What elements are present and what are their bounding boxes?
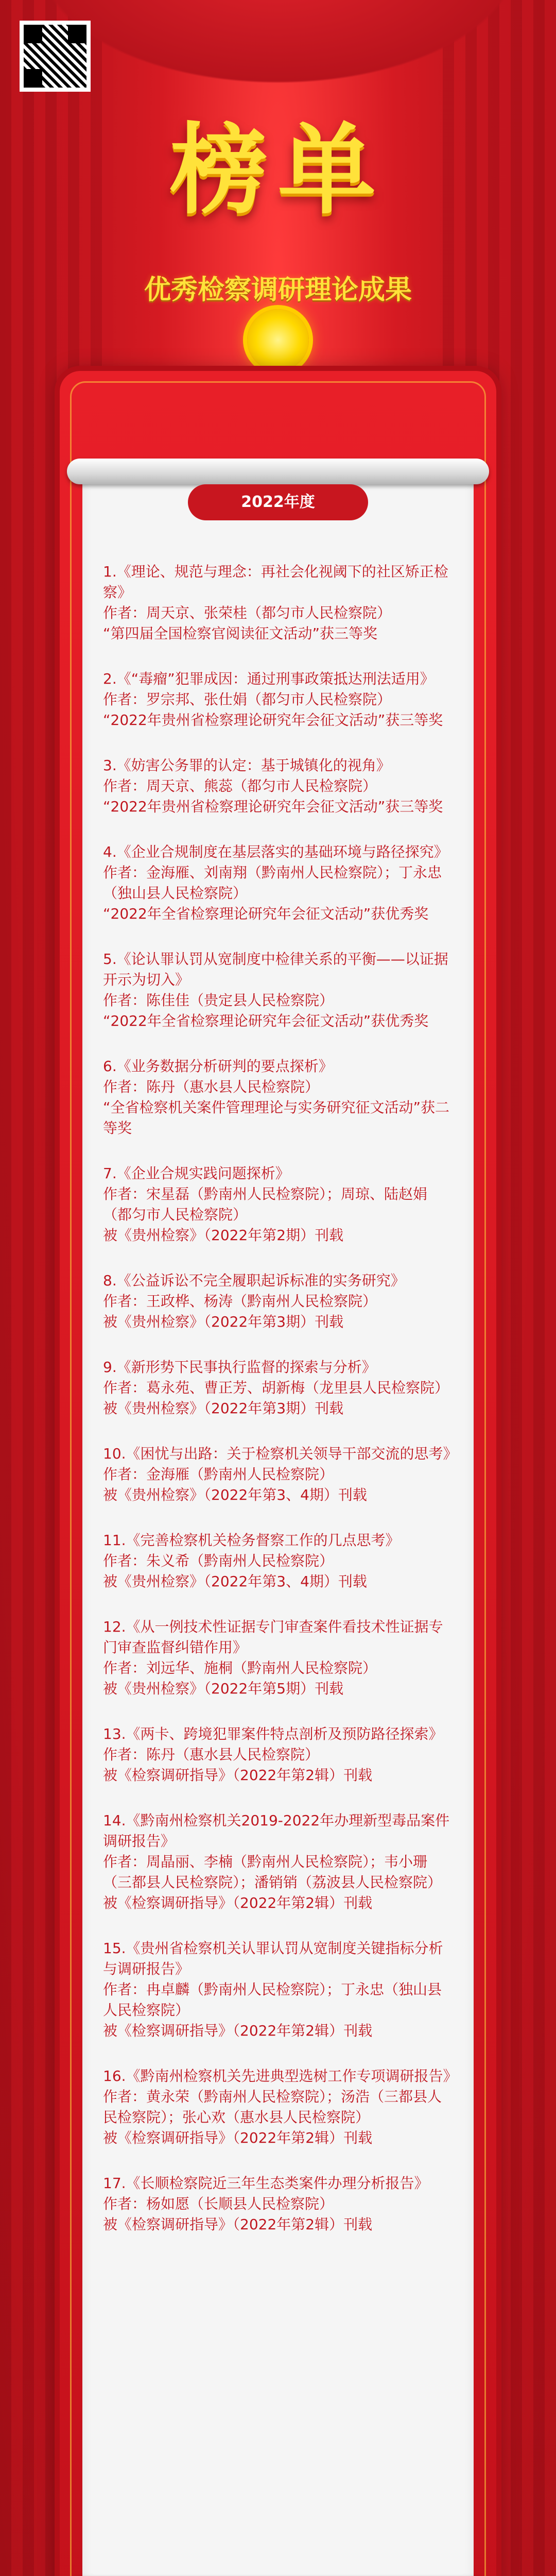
qr-pattern <box>24 25 86 88</box>
decorative-flowers <box>0 2566 556 2576</box>
page-subtitle: 优秀检察调研理论成果 <box>144 275 412 306</box>
entry-author: 作者：陈丹（惠水县人民检察院） <box>103 1746 320 1763</box>
entry-title: 8.《公益诉讼不完全履职起诉标准的实务研究》 <box>103 1272 405 1289</box>
entry-author: 作者：葛永苑、曹正芳、胡新梅（龙里县人民检察院） <box>103 1379 449 1396</box>
year-tab: 2022年度 <box>188 484 368 520</box>
entry-title: 16.《黔南州检察机关先进典型选树工作专项调研报告》 <box>103 2067 458 2084</box>
list-item <box>103 1357 453 1419</box>
list-item <box>103 1444 458 1505</box>
entry-author: 作者：陈丹（惠水县人民检察院） <box>103 1078 320 1095</box>
entry-title: 11.《完善检察机关检务督察工作的几点思考》 <box>103 1532 400 1549</box>
list-item <box>103 1724 453 1786</box>
entry-title: 9.《新形势下民事执行监督的探索与分析》 <box>103 1359 376 1376</box>
entry-author: 作者：冉卓麟（黔南州人民检察院）；丁永忠（独山县人民检察院） <box>103 1981 442 2019</box>
entry-author: 作者：黄永荣（黔南州人民检察院）；汤浩（三都县人民检察院）；张心欢（惠水县人民检察院） <box>103 2088 442 2126</box>
entry-author: 作者：周天京、张荣桂（都匀市人民检察院） <box>103 604 392 621</box>
entry-note: 被《检察调研指导》（2022年第2辑）刊载 <box>103 2129 373 2146</box>
entry-note: “第四届全国检察官阅读征文活动”获三等奖 <box>103 625 378 642</box>
list-item <box>103 755 453 817</box>
list-item <box>103 1270 453 1332</box>
list-item <box>103 2066 458 2148</box>
entry-title: 7.《企业合规实践问题探析》 <box>103 1165 290 1182</box>
entry-note: 被《贵州检察》（2022年第5期）刊载 <box>103 1680 344 1697</box>
list-item <box>103 2173 453 2235</box>
entry-note: 被《贵州检察》（2022年第3、4期）刊载 <box>103 1573 367 1590</box>
entry-title: 5.《论认罪认罚从宽制度中检律关系的平衡——以证据开示为切入》 <box>103 951 448 988</box>
entry-author: 作者：周天京、熊蕊（都匀市人民检察院） <box>103 777 377 794</box>
entry-author: 作者：陈佳佳（贵定县人民检察院） <box>103 992 334 1009</box>
entry-note: 被《检察调研指导》（2022年第2辑）刊载 <box>103 2022 373 2039</box>
entry-note: 被《检察调研指导》（2022年第2辑）刊载 <box>103 2216 373 2233</box>
entry-title: 3.《妨害公务罪的认定：基于城镇化的视角》 <box>103 757 391 774</box>
entry-title: 12.《从一例技术性证据专门审查案件看技术性证据专门审查监督纠错作用》 <box>103 1618 443 1656</box>
entry-author: 作者：朱义希（黔南州人民检察院） <box>103 1552 334 1569</box>
entry-author: 作者：罗宗邦、张仕娟（都匀市人民检察院） <box>103 691 392 708</box>
entry-title: 2.《“毒瘤”犯罪成因：通过刑事政策抵达刑法适用》 <box>103 670 435 687</box>
list-item <box>103 949 453 1031</box>
entry-author: 作者：刘远华、施桐（黔南州人民检察院） <box>103 1659 377 1676</box>
entries-list <box>103 562 458 2260</box>
page-title: 榜单 <box>169 112 386 227</box>
list-item <box>103 1810 453 1913</box>
list-item <box>103 1056 453 1139</box>
entry-author: 作者：金海雁、刘南翔（黔南州人民检察院）；丁永忠（独山县人民检察院） <box>103 864 442 902</box>
list-item <box>103 1530 453 1592</box>
entry-author: 作者：周晶丽、李楠（黔南州人民检察院）；韦小珊（三都县人民检察院）；潘销销（荔波县人民检察院） <box>103 1853 442 1891</box>
entry-note: “2022年全省检察理论研究年会征文活动”获优秀奖 <box>103 905 429 922</box>
scroll-rod-top <box>67 459 489 484</box>
entry-note: 被《贵州检察》（2022年第3期）刊载 <box>103 1400 344 1417</box>
entry-title: 6.《业务数据分析研判的要点探析》 <box>103 1058 333 1075</box>
list-item <box>103 842 453 924</box>
entry-title: 10.《困忧与出路：关于检察机关领导干部交流的思考》 <box>103 1445 458 1462</box>
entry-note: 被《贵州检察》（2022年第3期）刊载 <box>103 1313 344 1330</box>
entry-title: 15.《贵州省检察机关认罪认罚从宽制度关键指标分析与调研报告》 <box>103 1940 443 1977</box>
entry-note: “全省检察机关案件管理理论与实务研究征文活动”获二等奖 <box>103 1099 450 1137</box>
entry-note: 被《贵州检察》（2022年第3、4期）刊载 <box>103 1486 367 1503</box>
entry-note: “2022年贵州省检察理论研究年会征文活动”获三等奖 <box>103 711 443 728</box>
entry-note: “2022年全省检察理论研究年会征文活动”获优秀奖 <box>103 1012 429 1029</box>
entry-title: 1.《理论、规范与理念：再社会化视阈下的社区矫正检察》 <box>103 563 448 601</box>
entry-title: 4.《企业合规制度在基层落实的基础环境与路径探究》 <box>103 843 448 860</box>
list-item <box>103 562 453 644</box>
list-item <box>103 1163 453 1246</box>
entry-author: 作者：宋星磊（黔南州人民检察院）；周琼、陆赵娟（都匀市人民检察院） <box>103 1185 428 1223</box>
entry-title: 17.《长顺检察院近三年生态类案件办理分析报告》 <box>103 2175 429 2192</box>
entry-author: 作者：王政桦、杨涛（黔南州人民检察院） <box>103 1293 377 1310</box>
entry-title: 13.《两卡、跨境犯罪案件特点剖析及预防路径探索》 <box>103 1725 443 1742</box>
list-item <box>103 669 453 731</box>
entry-note: 被《贵州检察》（2022年第2期）刊载 <box>103 1227 344 1244</box>
qr-code[interactable] <box>20 21 91 92</box>
entry-title: 14.《黔南州检察机关2019-2022年办理新型毒品案件调研报告》 <box>103 1812 450 1850</box>
entry-note: 被《检察调研指导》（2022年第2辑）刊载 <box>103 1894 373 1911</box>
entry-author: 作者：金海雁（黔南州人民检察院） <box>103 1466 334 1483</box>
entry-author: 作者：杨如愿（长顺县人民检察院） <box>103 2195 334 2212</box>
gold-medal-icon <box>247 309 309 371</box>
entry-note: 被《检察调研指导》（2022年第2辑）刊载 <box>103 1767 373 1784</box>
list-item <box>103 1938 453 2041</box>
list-item <box>103 1617 453 1699</box>
entry-note: “2022年贵州省检察理论研究年会征文活动”获三等奖 <box>103 798 443 815</box>
